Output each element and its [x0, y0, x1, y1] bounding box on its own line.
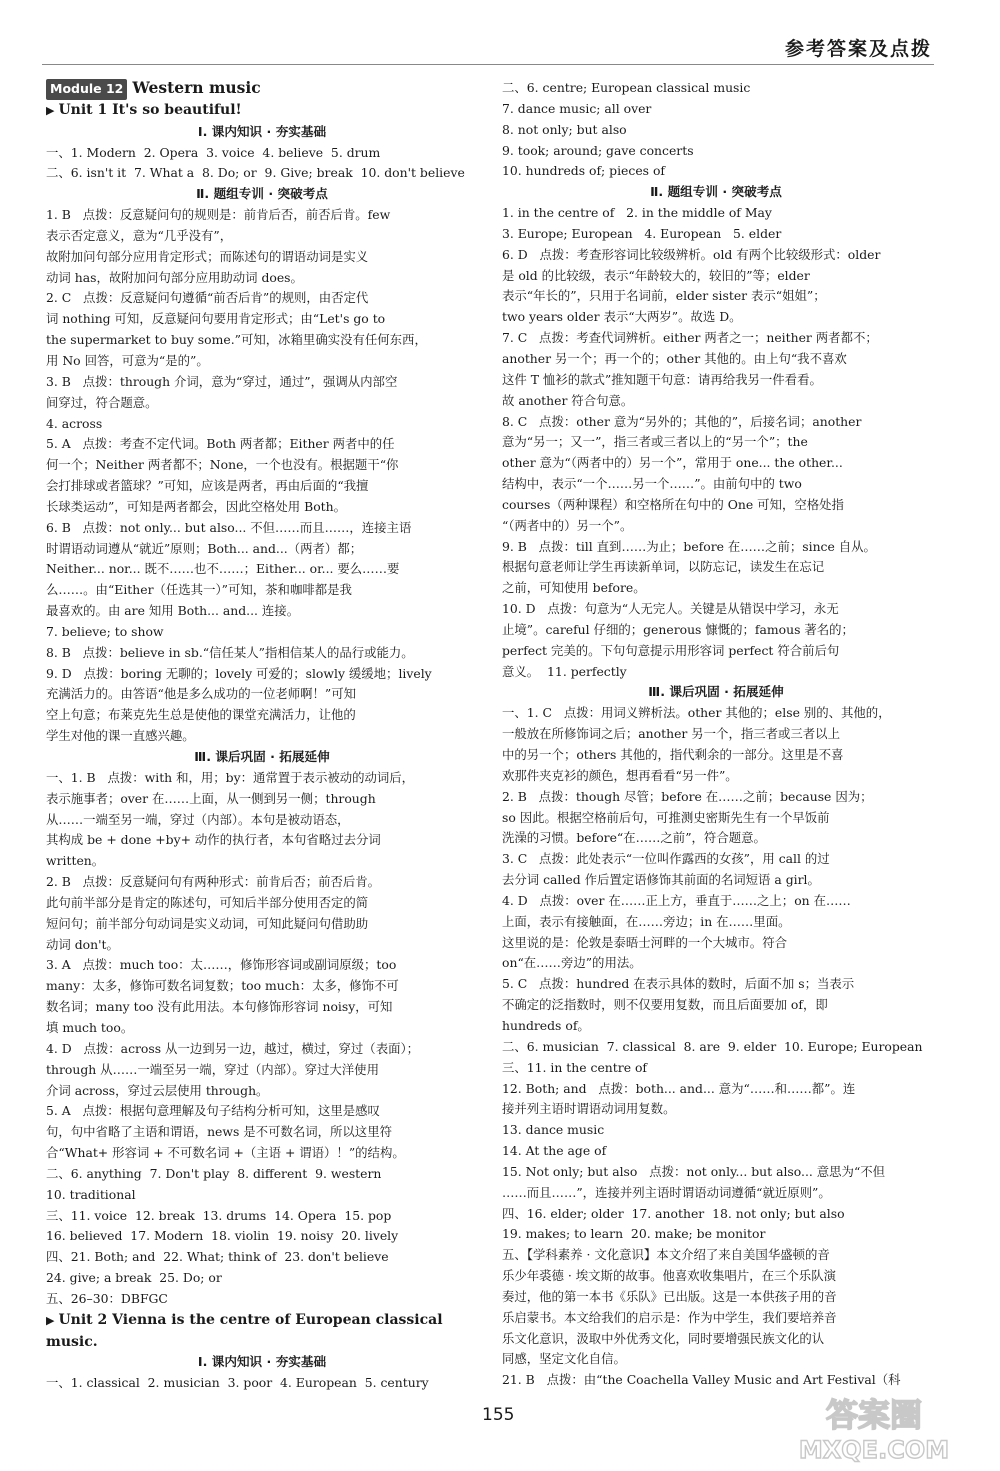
answer-line: 数名词；many too 没有此用法。本句修饰形容词 noisy，可知 — [46, 999, 393, 1015]
answer-line: 会打排球或者篮球？”可知，应该是两者，再由后面的“我擅 — [46, 478, 369, 494]
answer-line: 5. A 点拨：根据句意理解及句子结构分析可知，这里是感叹 — [46, 1103, 380, 1119]
unit-title: Unit 2 Vienna is the centre of European classical music. — [46, 1311, 443, 1350]
answer-line: 从……一端至另一端，穿过（内部）。本句是被动语态， — [46, 811, 350, 827]
answer-line: 二、6. centre; European classical music — [502, 80, 751, 95]
answer-line: Neither... nor... 既不……也不……；Either... or... 要么……要 — [46, 561, 400, 577]
answer-line: 5. A 点拨：考查不定代词。Both 两者都；Either 两者中的任 — [46, 436, 395, 452]
answer-line: 8. C 点拨：other 意为“另外的；其他的”，后接名词；another — [502, 413, 862, 429]
answer-line: 10. hundreds of; pieces of — [502, 163, 666, 179]
answer-line: 24. give; a break 25. Do; or — [46, 1270, 222, 1286]
svg-text:MXQE.COM: MXQE.COM — [798, 1436, 950, 1464]
answer-line: written。 — [46, 853, 105, 869]
answer-line: 故附加问句部分应用肯定形式；而陈述句的谓语动词是实义 — [46, 248, 369, 264]
answer-line: 表示施事者；over 在……上面，从一侧到另一侧；through — [46, 790, 376, 806]
header-title: 参考答案及点拨 — [784, 38, 932, 60]
module-tag: Module 12 — [46, 79, 127, 100]
answer-line: 意为“另一；又一”，指三者或三者以上的“另一个”；the — [502, 434, 808, 450]
triangle-bullet-icon: ▶ — [46, 103, 55, 117]
answer-line: 3. C 点拨：此处表示“一位叫作露西的女孩”，用 call 的过 — [502, 851, 830, 867]
answer-line: 表示“年长的”，只用于名词前，elder sister 表示“姐姐”； — [502, 288, 826, 304]
answer-line: 止境”。careful 仔细的；generous 慷慨的；famous 著名的； — [502, 621, 854, 637]
answer-line: many：太多，修饰可数名词复数；too much：太多，修饰不可 — [46, 978, 399, 994]
answer-line: 上面，表示有接触面，在……旁边；in 在……里面。 — [502, 913, 791, 929]
answer-line: 空上句意；布莱克先生总是使他的课堂充满活力，让他的 — [46, 707, 356, 723]
answer-line: 之前，可知使用 before。 — [502, 580, 646, 596]
answer-line: 奏过，他的第一本书《乐队》已出版。这是一本供孩子用的音 — [502, 1288, 837, 1304]
answer-line: 动词 don't。 — [46, 936, 119, 952]
unit-heading — [46, 1310, 478, 1353]
section-heading: Ⅱ. 题组专训 · 突破考点 — [196, 186, 328, 202]
answer-line: courses（两种课程）和空格所在句中的 One 可知，空格处指 — [502, 496, 844, 512]
answer-line: hundreds of。 — [502, 1017, 590, 1033]
answer-line: “（两者中的）另一个”。 — [502, 517, 633, 533]
answer-line: 这里说的是：伦敦是泰晤士河畔的一个大城市。符合 — [502, 934, 787, 950]
answer-line: 此句前半部分是肯定的陈述句，可知后半部分使用否定的简 — [46, 894, 369, 910]
module-heading — [46, 78, 478, 100]
answer-line: 这件 T 恤衫的款式”推知题干句意：请再给我另一件看看。 — [502, 371, 822, 387]
answer-line: 10. D 点拨：句意为“人无完人。关键是从错误中学习，永无 — [502, 601, 839, 617]
answer-line: 5. C 点拨：hundred 在表示具体的数时，后面不加 s；当表示 — [502, 976, 855, 992]
answer-line: 13. dance music — [502, 1122, 605, 1138]
page-number: 155 — [482, 1405, 515, 1425]
answer-line: 9. D 点拨：boring 无聊的；lovely 可爱的；slowly 缓缓地；lively — [46, 665, 432, 681]
answer-line: 故 another 符合句意。 — [502, 392, 634, 408]
answer-line: 乐少年裘德 · 埃文斯的故事。他喜欢收集唱片，在三个乐队演 — [502, 1268, 836, 1284]
answer-line: 6. D 点拨：考查形容词比较级辨析。old 有两个比较级形式：older — [502, 246, 881, 262]
answer-line: 不确定的泛指数时，则不仅要用复数，而且后面要加 of，即 — [502, 997, 828, 1013]
answer-line: 二、6. musician 7. classical 8. are 9. elder 10. Europe; European — [502, 1038, 923, 1054]
section-heading: Ⅰ. 课内知识 · 夯实基础 — [197, 1354, 327, 1370]
answer-line: 4. D 点拨：over 在……正上方，垂直于……之上；on 在…… — [502, 892, 851, 908]
answer-line: two years older 表示“大两岁”。故选 D。 — [502, 309, 742, 325]
answer-line: 19. makes; to learn 20. make; be monitor — [502, 1226, 766, 1242]
answer-line: 2. C 点拨：反意疑问句遵循“前否后肯”的规则，由否定代 — [46, 290, 369, 306]
answer-line: 7. believe; to show — [46, 623, 164, 639]
answer-line: 4. D 点拨：across 从一边到另一边，越过，横过，穿过（表面）； — [46, 1040, 420, 1056]
answer-line: 乐文化意识，汲取中外优秀文化，同时要增强民族文化的认 — [502, 1330, 825, 1346]
answer-line: 接并列主语时谓语动词用复数。 — [502, 1101, 676, 1117]
answer-line: 1. B 点拨：反意疑问句的规则是：前肯后否，前否后肯。few — [46, 207, 391, 223]
answer-line: 何一个；Neither 两者都不；None，一个也没有。根据题干“你 — [46, 457, 399, 473]
header-rule — [42, 64, 934, 65]
answer-line: 四、21. Both; and 22. What; think of 23. don't believe — [46, 1249, 389, 1265]
answer-line: 7. dance music; all over — [502, 100, 652, 116]
unit-heading — [46, 100, 478, 122]
answer-line: 7. C 点拨：考查代词辨析。either 两者之一；neither 两者都不； — [502, 330, 878, 346]
answer-line: 一、1. B 点拨：with 和，用；by：通常置于表示被动的动词后， — [46, 769, 415, 785]
answer-line: through 从……一端至另一端，穿过（内部）。穿过大洋使用 — [46, 1061, 379, 1077]
answer-line: 一、1. classical 2. musician 3. poor 4. European 5. century — [46, 1375, 429, 1391]
answer-line: 3. Europe; European 4. European 5. elder — [502, 225, 782, 241]
answer-line: 2. B 点拨：反意疑问句有两种形式：前肯后否；前否后肯。 — [46, 874, 381, 890]
answer-line: 短问句；前半部分句动词是实义动词，可知此疑问句借助助 — [46, 915, 369, 931]
answer-line: 三、11. voice 12. break 13. drums 14. Opera 15. pop — [46, 1207, 392, 1223]
answer-line: 中的另一个；others 其他的，指代剩余的一部分。这里是不喜 — [502, 747, 844, 762]
answer-line: 9. B 点拨：till 直到……为止；before 在……之前；since 自从。 — [502, 538, 876, 554]
answer-line: 五、26–30：DBFGC — [46, 1290, 168, 1306]
answer-line: 21. B 点拨：由“the Coachella Valley Music and Art Festival（科 — [502, 1372, 901, 1388]
svg-text:答案圈: 答案圈 — [825, 1396, 923, 1434]
answer-line: perfect 完美的。下句句意提示用形容词 perfect 符合前后句 — [502, 642, 840, 658]
answer-line: 合“What+ 形容词 + 不可数名词 +（主语 + 谓语）！”的结构。 — [46, 1145, 405, 1161]
answer-line: 15. Not only; but also 点拨：not only... but also... 意思为“不但 — [502, 1163, 886, 1179]
left-answer-lines — [46, 100, 478, 1394]
answer-line: 4. across — [46, 415, 103, 431]
answer-line: 根据句意老师让学生再读新单词，以防忘记，读发生在忘记 — [502, 559, 825, 575]
answer-line: 五、【学科素养 · 文化意识】本文介绍了来自美国华盛顿的音 — [502, 1247, 830, 1263]
left-column — [46, 78, 478, 1394]
answer-line: 一、1. Modern 2. Opera 3. voice 4. believe 5. drum — [46, 144, 381, 160]
answer-line: 2. B 点拨：though 尽管；before 在……之前；because 因为； — [502, 788, 873, 804]
module-title: Western music — [132, 78, 261, 97]
answer-line: ……而且……”，连接并列主语时谓语动词遵循“就近原则”。 — [502, 1184, 831, 1200]
answer-line: on“在……旁边”的用法。 — [502, 955, 642, 971]
answer-line: 8. not only; but also — [502, 121, 627, 137]
answer-line: 表示否定意义，意为“几乎没有”， — [46, 227, 233, 243]
answer-line: 是 old 的比较级，表示“年龄较大的，较旧的”等；elder — [502, 267, 810, 283]
answer-line: 9. took; around; gave concerts — [502, 142, 694, 158]
answer-line: 动词 has，故附加问句部分应用助动词 does。 — [46, 269, 303, 285]
answer-line: 12. Both; and 点拨：both... and... 意为“……和……都”。连 — [502, 1080, 856, 1096]
answer-line: 16. believed 17. Modern 18. violin 19. noisy 20. lively — [46, 1228, 399, 1244]
answer-line: 欢那件夹克衫的颜色，想再看看“另一件”。 — [502, 767, 738, 783]
answer-line: 同感，坚定文化自信。 — [502, 1351, 626, 1367]
answer-line: 去分词 called 作后置定语修饰其前面的名词短语 a girl。 — [502, 872, 820, 888]
section-heading: Ⅲ. 课后巩固 · 拓展延伸 — [194, 749, 330, 764]
answer-line: 长球类运动”，可知是两者都会，因此空格处用 Both。 — [46, 498, 347, 514]
unit-title: Unit 1 It's so beautiful! — [58, 101, 242, 118]
answer-line: 用 No 回答，可意为“是的”。 — [46, 352, 209, 368]
answer-line: 3. B 点拨：through 介词，意为“穿过，通过”，强调从内部空 — [46, 373, 398, 389]
answer-line: 学生对他的课一直感兴趣。 — [46, 728, 195, 744]
answer-line: 3. A 点拨：much too：太……，修饰形容词或副词原级；too — [46, 957, 397, 973]
answer-line: another 另一个；再一个的；other 其他的。由上句“我不喜欢 — [502, 350, 847, 366]
answer-line: 1. in the centre of 2. in the middle of May — [502, 205, 772, 221]
section-heading: Ⅱ. 题组专训 · 突破考点 — [650, 184, 782, 200]
answer-line: 么……。由“Either（任选其一）”可知，茶和咖啡都是我 — [46, 582, 352, 598]
section-heading: Ⅲ. 课后巩固 · 拓展延伸 — [648, 684, 784, 700]
answer-line: 6. B 点拨：not only... but also... 不但……而且……，连接主语 — [46, 519, 412, 535]
answer-line: 一般放在所修饰词之后；another 另一个，指三者或三者以上 — [502, 726, 840, 742]
answer-line: 14. At the age of — [502, 1143, 607, 1159]
answer-line: 一、1. C 点拨：用词义辨析法。other 其他的；else 别的、其他的， — [502, 705, 891, 721]
answer-line: 8. B 点拨：believe in sb.“信任某人”指相信某人的品行或能力。 — [46, 644, 414, 660]
answer-line: 洗澡的习惯。before“在……之前”，符合题意。 — [502, 830, 766, 846]
right-column — [502, 78, 930, 1391]
page-header — [0, 0, 1000, 70]
answer-line: 二、6. isn't it 7. What a 8. Do; or 9. Give; break 10. don't believe — [46, 165, 465, 181]
answer-line: 四、16. elder; older 17. another 18. not only; but also — [502, 1205, 845, 1221]
right-answer-lines — [502, 78, 930, 1391]
answer-line: 词 nothing 可知，反意疑问句要用肯定形式；由“Let's go to — [46, 311, 386, 327]
answer-line: other 意为“（两者中的）另一个”，常用于 one... the other... — [502, 455, 843, 471]
answer-line: 10. traditional — [46, 1186, 136, 1202]
section-heading: Ⅰ. 课内知识 · 夯实基础 — [197, 123, 327, 139]
answer-line: the supermarket to buy some.”可知，冰箱里确实没有任何东西， — [46, 332, 427, 348]
answer-line: 充满活力的。由答语“他是多么成功的一位老师啊！”可知 — [46, 686, 357, 702]
triangle-bullet-icon: ▶ — [46, 1313, 55, 1327]
answer-line: 三、11. in the centre of — [502, 1059, 648, 1075]
answer-line: 介词 across，穿过云层使用 through。 — [46, 1082, 269, 1098]
answer-line: 结构中，表示“一个……另一个……”。由前句中的 two — [502, 476, 802, 492]
answer-line: 最喜欢的。由 are 知用 Both... and... 连接。 — [46, 603, 300, 619]
answer-line: 意义。 11. perfectly — [502, 663, 627, 679]
answer-line: 填 much too。 — [46, 1019, 134, 1035]
answer-line: 二、6. anything 7. Don't play 8. different 9. western — [46, 1165, 382, 1181]
answer-line: 其构成 be + done +by+ 动作的执行者，本句省略过去分词 — [46, 832, 381, 848]
watermark-logo — [776, 1388, 972, 1464]
answer-line: 间穿过，符合题意。 — [46, 394, 158, 410]
answer-line: 时谓语动词遵从“就近”原则；Both... and...（两者）都； — [46, 540, 363, 556]
answer-line: so 因此。根据空格前后句，可推测史密斯先生有一个早饭前 — [502, 809, 830, 825]
answer-line: 乐启蒙书。本文给我们的启示是：作为中学生，我们要培养音 — [502, 1309, 837, 1325]
answer-line: 句，句中省略了主语和谓语，news 是不可数名词，所以这里符 — [46, 1124, 392, 1140]
